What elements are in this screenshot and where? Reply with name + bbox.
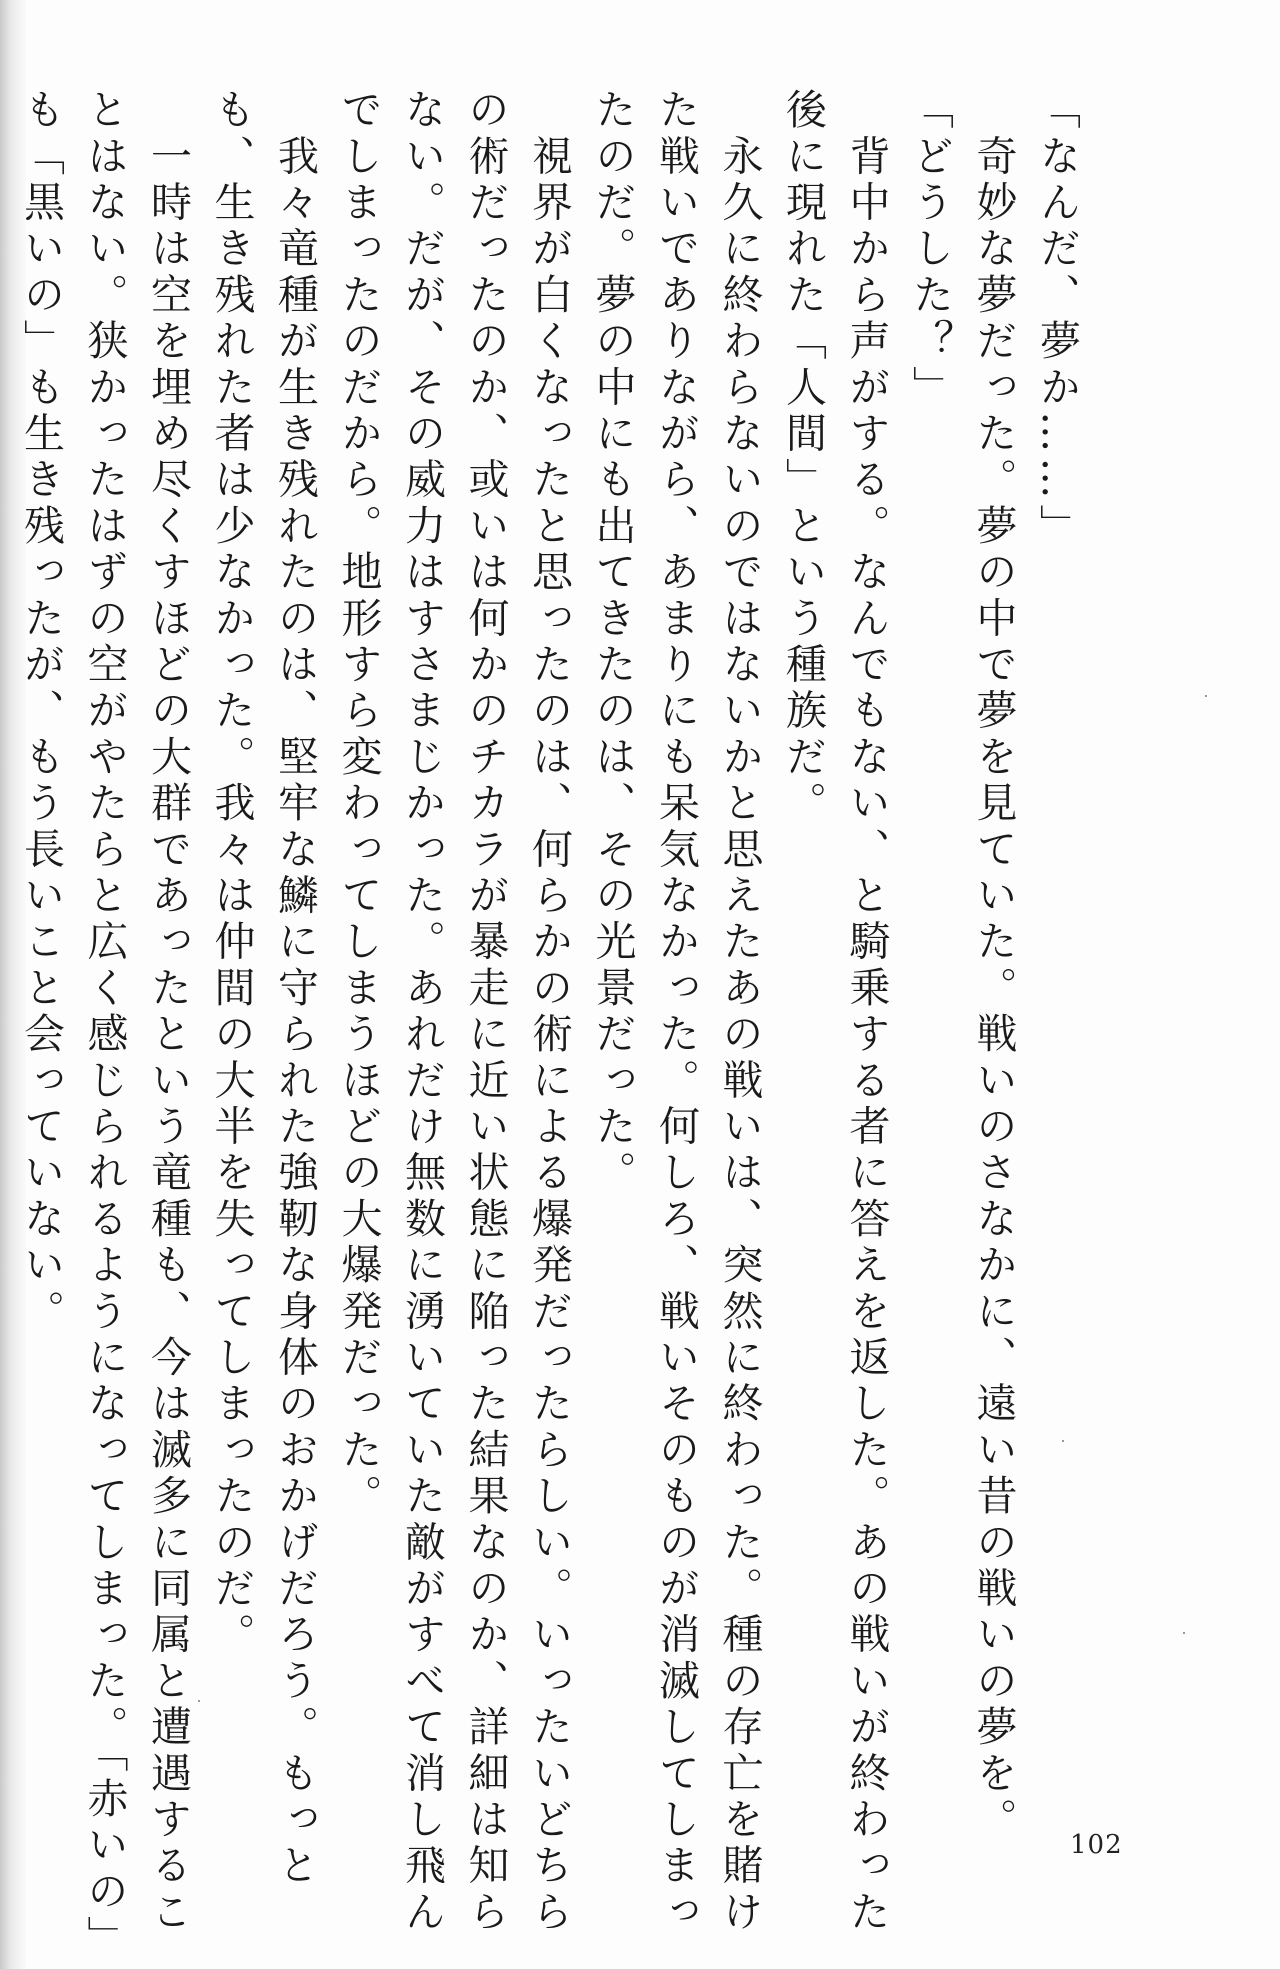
text-line-6: 永久に終わらないのではないかと思えたあの戦いは、突然に終わった。種の存亡を賭け: [715, 88, 764, 1936]
text-line-10: の術だったのか、或いは何かのチカラが暴走に近い状態に陥った結果なのか、詳細は知ら: [461, 88, 510, 1936]
text-line-16: とはない。狭かったはずの空がやたらと広く感じられるようになってしまった。「赤いの」: [80, 88, 129, 1962]
scan-speck: [1205, 695, 1207, 697]
text-line-2: 奇妙な夢だった。夢の中で夢を見ていた。戦いのさなかに、遠い昔の戦いの夢を。: [969, 88, 1018, 1844]
text-line-5: 後に現れた「人間」という種族だ。: [779, 88, 827, 828]
text-line-17: も「黒いの」も生き残ったが、もう長いこと会っていない。: [17, 88, 65, 1336]
page-number: 102: [1070, 1830, 1123, 1860]
scan-speck: [1183, 1632, 1185, 1634]
text-line-8: たのだ。夢の中にも出てきたのは、その光景だった。: [588, 88, 637, 1197]
text-line-14: も、生き残れた者は少なかった。我々は仲間の大半を失ってしまったのだ。: [207, 88, 256, 1659]
text-line-1: 「なんだ、夢か……」: [1033, 88, 1081, 550]
text-line-4: 背中から声がする。なんでもない、と騎乗する者に答えを返した。あの戦いが終わった: [842, 88, 891, 1936]
text-line-11: ない。だが、その威力はすさまじかった。あれだけ無数に湧いていた敵がすべて消し飛ん: [398, 88, 446, 1936]
vertical-body-text: [17, 88, 1088, 1962]
text-line-12: でしまったのだから。地形すら変わってしまうほどの大爆発だった。: [334, 88, 383, 1521]
text-line-13: 我々竜種が生き残れたのは、堅牢な鱗に守られた強靭な身体のおかげだろう。もっと: [271, 88, 319, 1890]
text-line-15: 一時は空を埋め尽くすほどの大群であったという竜種も、今は滅多に同属と遭遇するこ: [144, 88, 192, 1936]
text-line-9: 視界が白くなったと思ったのは、何らかの術による爆発だったらしい。いったいどちら: [525, 88, 573, 1936]
scan-speck: [198, 1700, 200, 1702]
text-line-3: 「どうした？」: [906, 88, 954, 412]
scan-speck: [1062, 1440, 1064, 1442]
text-line-7: た戦いでありながら、あまりにも呆気なかった。何しろ、戦いそのものが消滅してしまっ: [652, 88, 700, 1936]
